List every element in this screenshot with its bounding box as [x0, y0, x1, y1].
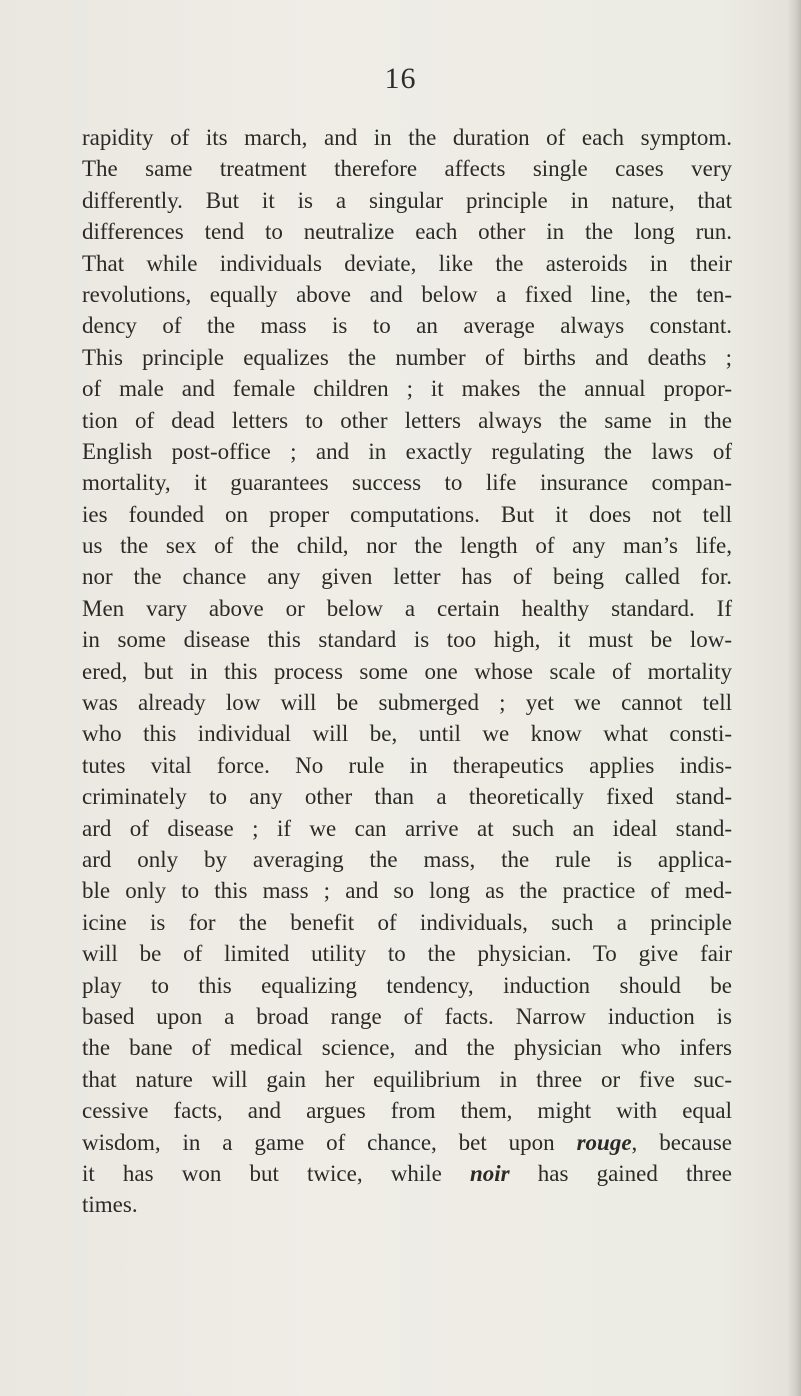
text-line-rouge — [82, 1127, 732, 1158]
text-line: rapidity of its march, and in the duration of each symptom. — [82, 125, 732, 150]
text-segment: it has won but twice, while — [82, 1160, 470, 1186]
text-line: ard only by averaging the mass, the rule is applica- — [82, 846, 732, 872]
text-line-noir — [82, 1158, 732, 1189]
text-line: cessive facts, and argues from them, might with equal — [82, 1098, 732, 1124]
body-text — [82, 122, 732, 1221]
text-segment: wisdom, in a game of chance, bet upon — [82, 1129, 577, 1155]
italic-rouge: rouge — [576, 1129, 632, 1155]
text-line: dency of the mass is to an average always constant. — [82, 313, 732, 339]
text-line: icine is for the benefit of individuals, such a principle — [82, 909, 732, 935]
page-edge-shadow — [787, 0, 801, 1396]
text-segment: , because — [631, 1129, 732, 1155]
text-line: That while individuals deviate, like the asteroids in their — [82, 250, 732, 276]
text-line: will be of limited utility to the physician. To give fair — [82, 941, 732, 967]
text-line: us the sex of the child, nor the length of any man’s life, — [82, 533, 732, 559]
text-line: mortality, it guarantees success to life insurance compan- — [82, 470, 732, 496]
text-line: nor the chance any given letter has of being called for. — [82, 564, 732, 590]
text-line: Men vary above or below a certain healthy standard. If — [82, 595, 732, 621]
text-line: tutes vital force. No rule in therapeutics applies indis- — [82, 752, 732, 778]
text-line: the bane of medical science, and the physician who infers — [82, 1035, 732, 1061]
text-line: ies founded on proper computations. But it does not tell — [82, 501, 732, 527]
text-line: was already low will be submerged ; yet we cannot tell — [82, 690, 732, 716]
text-line: English post-office ; and in exactly regulating the laws of — [82, 438, 732, 464]
text-line: tion of dead letters to other letters always the same in the — [82, 407, 732, 433]
text-line: who this individual will be, until we know what consti- — [82, 721, 732, 747]
text-line: The same treatment therefore affects single cases very — [82, 156, 732, 182]
text-line: in some disease this standard is too high, it must be low- — [82, 627, 732, 653]
text-line: criminately to any other than a theoretically fixed stand- — [82, 784, 732, 810]
text-line: that nature will gain her equilibrium in three or five suc- — [82, 1066, 732, 1092]
text-line: revolutions, equally above and below a fixed line, the ten- — [82, 281, 732, 307]
text-line: play to this equalizing tendency, induction should be — [82, 972, 732, 998]
text-line: of male and female children ; it makes the annual propor- — [82, 376, 732, 402]
text-line: ard of disease ; if we can arrive at such an ideal stand- — [82, 815, 732, 841]
text-line: based upon a broad range of facts. Narrow induction is — [82, 1003, 732, 1029]
italic-noir: noir — [469, 1160, 510, 1186]
page-number: 16 — [384, 62, 417, 95]
text-line: differences tend to neutralize each other in the long run. — [82, 219, 732, 245]
text-line: ered, but in this process some one whose scale of mortality — [82, 658, 732, 684]
text-line: This principle equalizes the number of births and deaths ; — [82, 344, 732, 370]
text-line: ble only to this mass ; and so long as the practice of med- — [82, 878, 732, 904]
text-line-last: times. — [82, 1192, 138, 1218]
text-line: differently. But it is a singular principle in nature, that — [82, 187, 732, 213]
text-segment: has gained three — [509, 1160, 732, 1186]
